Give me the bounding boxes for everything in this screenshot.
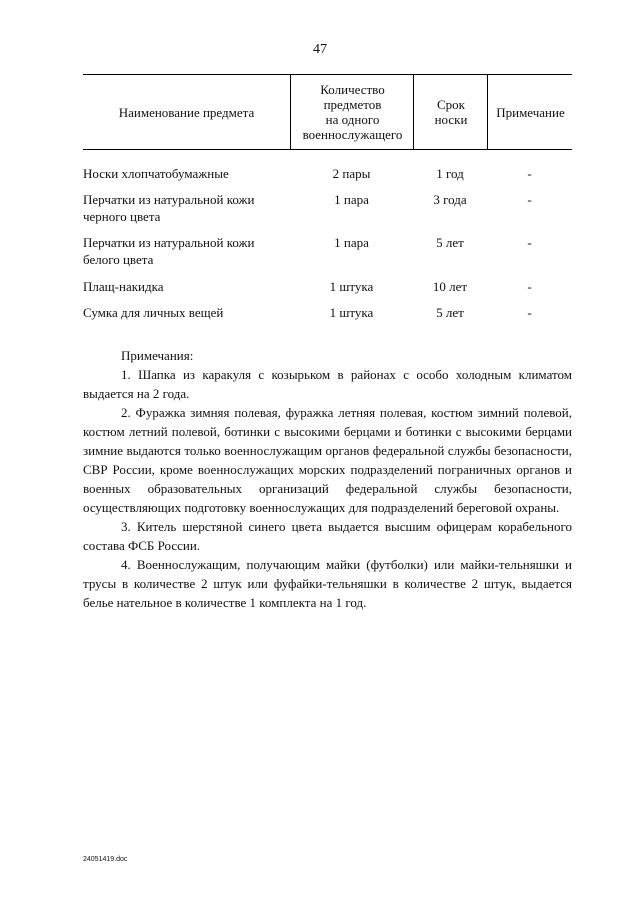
row-name — [83, 165, 293, 182]
header-note: Примечание — [487, 75, 573, 149]
header-term — [413, 75, 488, 149]
notes-title: Примечания: — [121, 348, 194, 363]
row-name-line: Сумка для личных вещей — [83, 305, 224, 320]
note-paragraph: 4. Военнослужащим, получающим майки (футболки) или майки-тельняшки и трусы в количестве 2 штук или фуфайки-тельняшки в количестве 2 штук, выдается белье нательное в количестве 1 комплекта на 1 год. — [83, 557, 572, 610]
header-quantity-line: на одного — [325, 112, 380, 127]
header-term-line: Срок — [436, 97, 465, 112]
row-name-line: Носки хлопчатобумажные — [83, 166, 229, 181]
file-name-footer: 24051419.doc — [83, 856, 128, 863]
row-term: 5 лет — [436, 235, 464, 250]
row-quantity: 1 пара — [334, 192, 369, 207]
row-quantity: 1 пара — [334, 235, 369, 250]
row-note: - — [527, 166, 532, 181]
row-name — [83, 191, 293, 225]
row-term: 5 лет — [436, 305, 464, 320]
row-name — [83, 234, 293, 268]
header-quantity-line: военнослужащего — [302, 127, 403, 142]
header-quantity-line: предметов — [323, 97, 382, 112]
row-name-line: Перчатки из натуральной кожи — [83, 192, 255, 207]
row-quantity: 1 штука — [329, 305, 374, 320]
table-header — [83, 74, 572, 150]
row-quantity: 1 штука — [329, 279, 374, 294]
note-paragraph: 1. Шапка из каракуля с козырьком в районах с особо холодным климатом выдается на 2 года. — [83, 367, 572, 401]
row-name-line: черного цвета — [83, 209, 161, 224]
row-note: - — [527, 192, 532, 207]
header-quantity-line: Количество — [320, 82, 385, 97]
row-name — [83, 304, 293, 321]
row-name-line: Перчатки из натуральной кожи — [83, 235, 255, 250]
header-name: Наименование предмета — [118, 104, 255, 120]
row-note: - — [527, 305, 532, 320]
note-paragraph: 2. Фуражка зимняя полевая, фуражка летняя полевая, костюм зимний полевой, костюм летний полевой, ботинки с высокими берцами и ботинки с высокими берцами зимние выдаются только военнослужащим органов федеральной службы безопасности, СВР России, кроме военнослужащих морских подразделений пограничных органов и военных образовательных организаций федеральной службы безопасности, осуществляющих подготовку военнослужащих для подразделений береговой охраны. — [83, 405, 572, 515]
row-term: 10 лет — [432, 279, 468, 294]
row-name-line: белого цвета — [83, 252, 154, 267]
notes-section — [83, 346, 572, 612]
header-quantity — [290, 75, 414, 149]
page-number: 47 — [313, 42, 327, 57]
header-term-line: носки — [434, 112, 468, 127]
row-quantity: 2 пары — [332, 166, 371, 181]
row-term: 1 год — [436, 166, 464, 181]
note-paragraph: 3. Китель шерстяной синего цвета выдается высшим офицерам корабельного состава ФСБ России. — [83, 519, 572, 553]
row-note: - — [527, 235, 532, 250]
row-note: - — [527, 279, 532, 294]
row-name — [83, 278, 293, 295]
row-name-line: Плащ-накидка — [83, 279, 164, 294]
row-term: 3 года — [433, 192, 467, 207]
